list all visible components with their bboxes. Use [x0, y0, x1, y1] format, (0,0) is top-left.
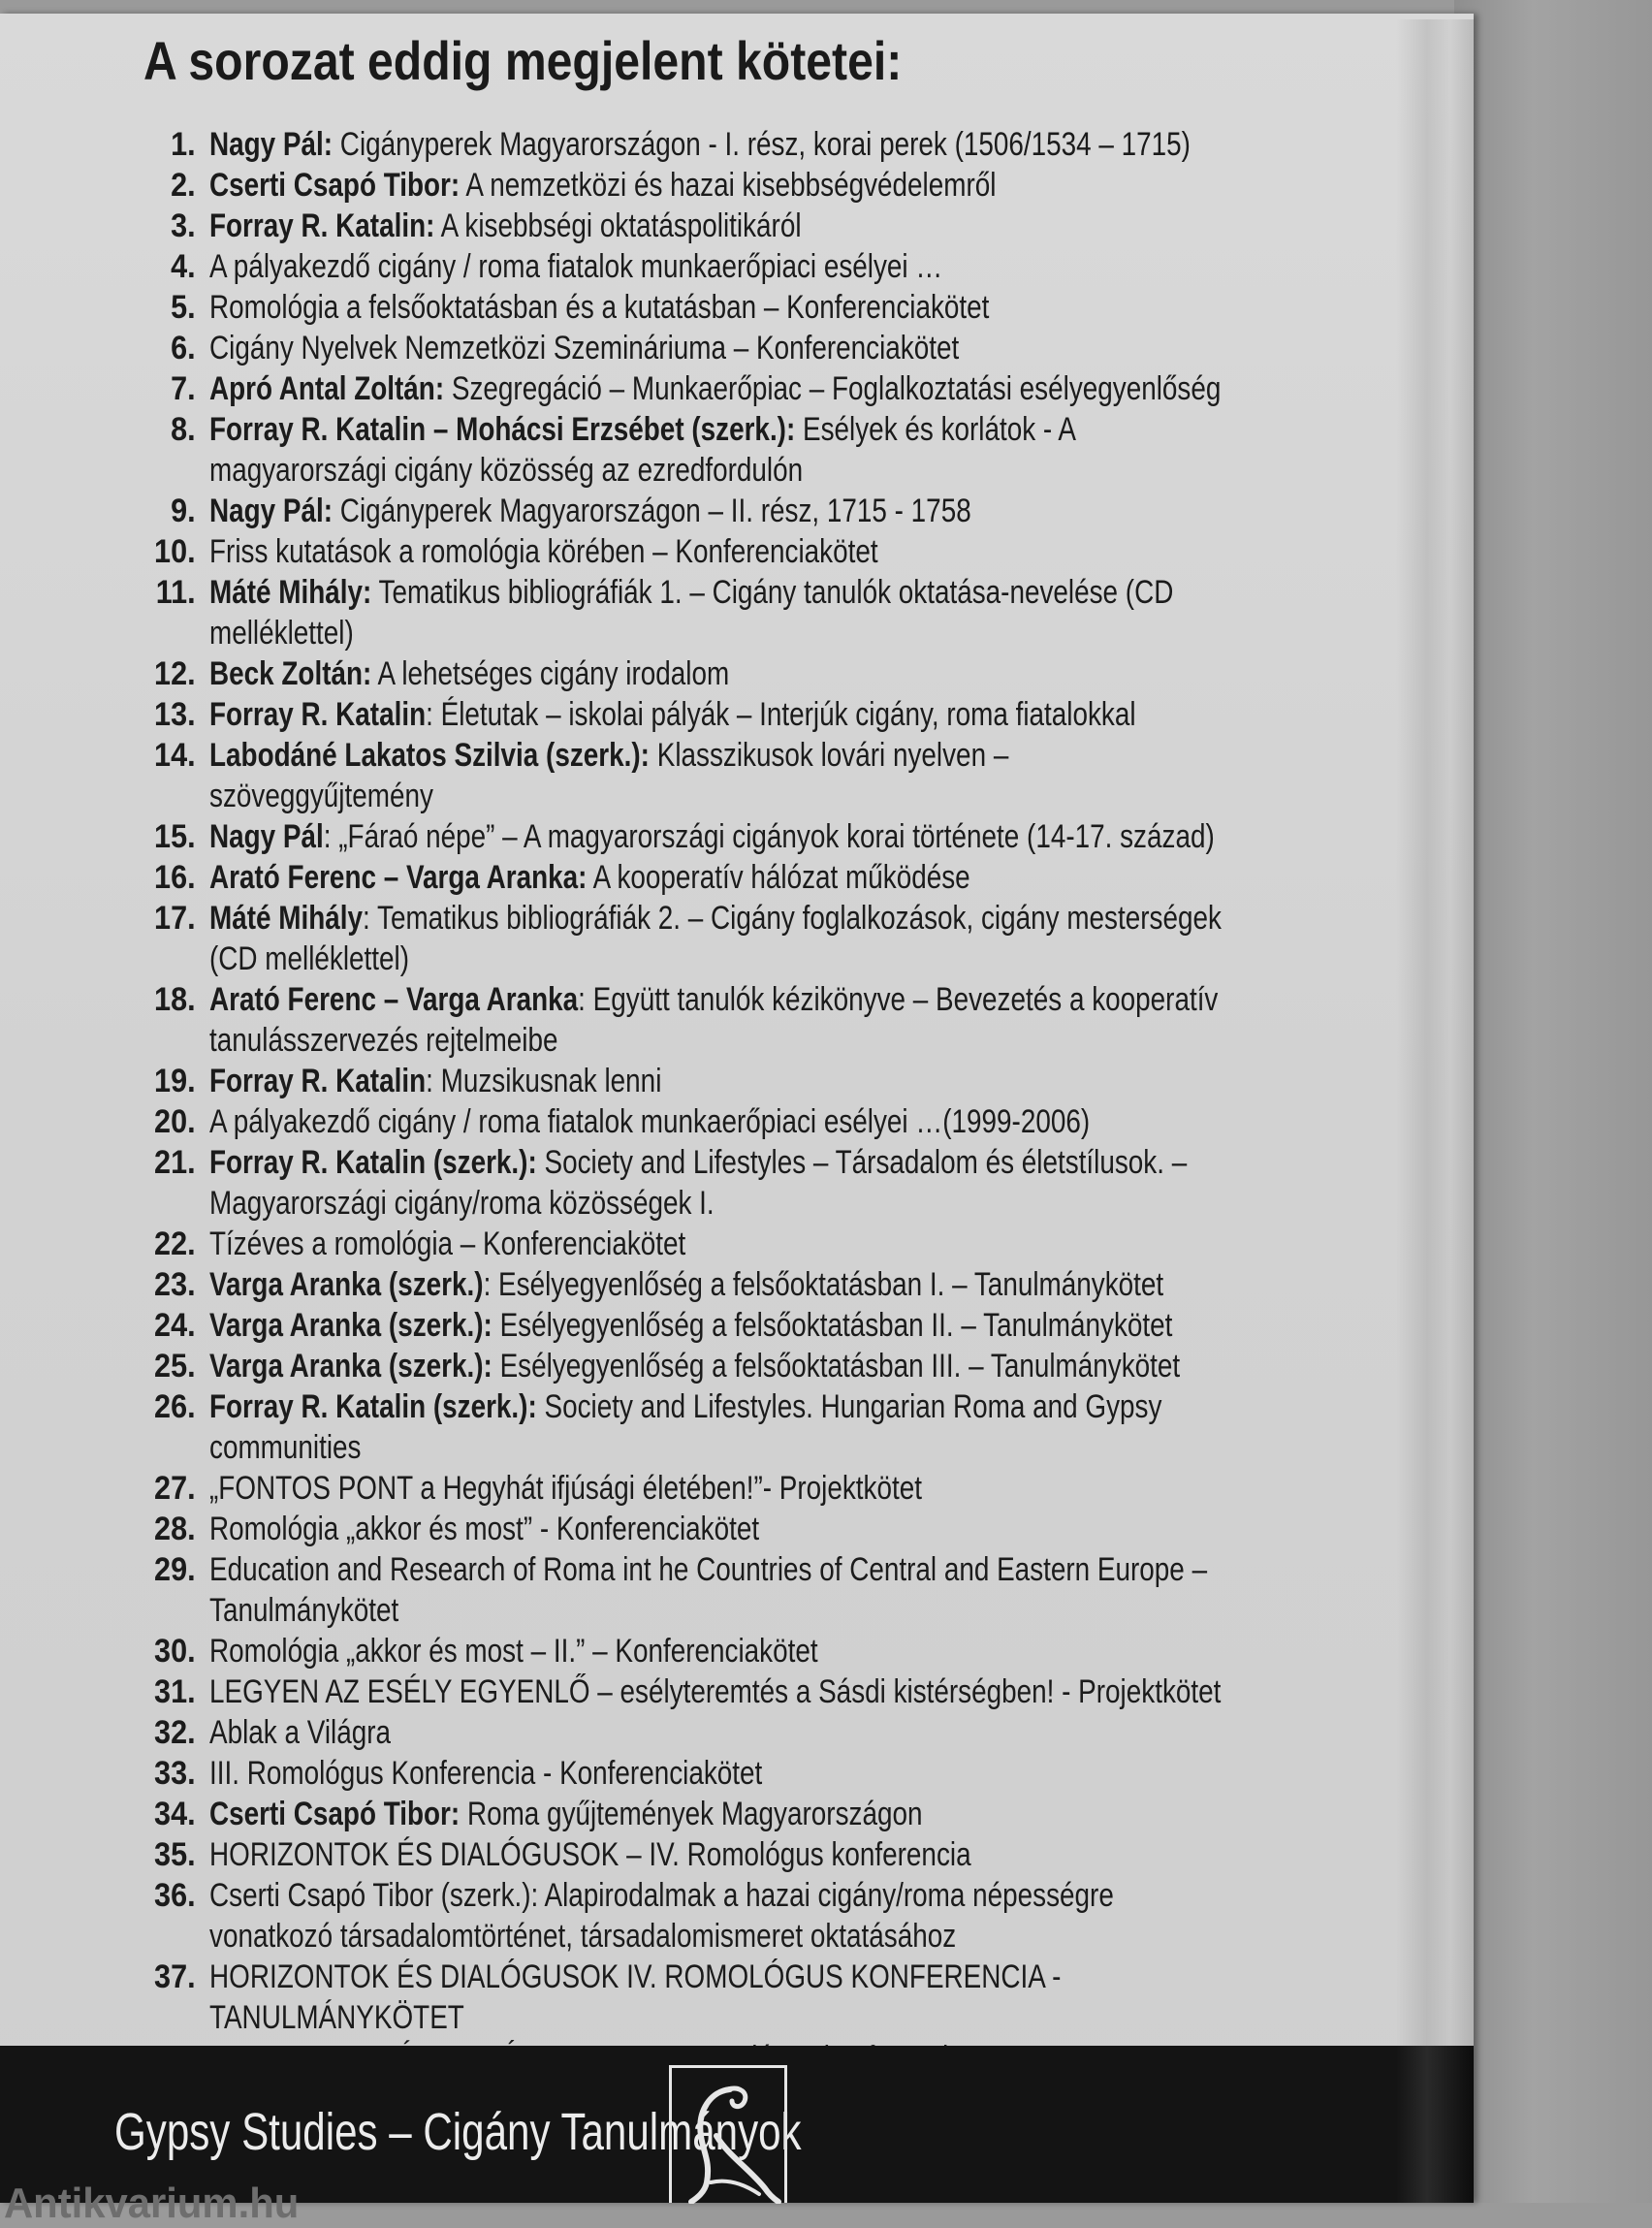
item-title: : Tematikus bibliográfiák 2. – Cigány foglalkozások, cigány mesterségek (CD melléklettel) [209, 900, 1222, 977]
item-number: 24. [154, 1307, 196, 1344]
item-text [209, 1834, 1236, 1875]
item-title: „FONTOS PONT a Hegyhát ifjúsági életében!”- Projektkötet [209, 1470, 923, 1507]
list-item [124, 491, 1462, 531]
item-author: Nagy Pál: [209, 126, 334, 163]
figure-logo-icon [669, 2065, 787, 2203]
list-item [124, 124, 1462, 165]
item-author: Forray R. Katalin [209, 1063, 427, 1099]
item-title: Friss kutatások a romológia körében – Konferenciakötet [209, 533, 878, 570]
list-item [124, 328, 1462, 368]
list-item [124, 1753, 1462, 1794]
item-author: Nagy Pál: [209, 493, 334, 529]
item-number: 13. [154, 696, 196, 733]
list-item [124, 246, 1462, 287]
item-text [209, 1712, 1236, 1753]
item-title: Romológia „akkor és most” - Konferenciakötet [209, 1511, 760, 1547]
item-author: Máté Mihály: [209, 574, 372, 611]
item-number: 12. [154, 655, 196, 692]
item-title: Esélyek és korlátok - A magyarországi cigány közösség az ezredfordulón [209, 411, 1075, 489]
item-author: Cserti Csapó Tibor: [209, 1796, 461, 1832]
item-number: 3. [171, 207, 196, 244]
item-number: 8. [171, 411, 196, 448]
item-text [209, 979, 1236, 1061]
item-text [209, 1509, 1236, 1549]
item-title: Klasszikusok lovári nyelven – szöveggyűjtemény [209, 737, 1009, 814]
item-title: Cigányperek Magyarországon – II. rész, 1715 - 1758 [333, 493, 971, 529]
item-title: Cigányperek Magyarországon - I. rész, korai perek (1506/1534 – 1715) [333, 126, 1191, 163]
list-item [124, 409, 1462, 491]
item-author: Apró Antal Zoltán: [209, 370, 445, 407]
item-title: A pályakezdő cigány / roma fiatalok munkaerőpiaci esélyei … [209, 248, 943, 285]
list-item [124, 1264, 1462, 1305]
list-item [124, 287, 1462, 328]
list-item [124, 1509, 1462, 1549]
list-item [124, 1957, 1462, 2038]
item-title: III. Romológus Konferencia - Konferenciakötet [209, 1755, 763, 1792]
item-title: : „Fáraó népe” – A magyarországi cigányok korai története (14-17. század) [323, 818, 1215, 855]
item-text [209, 1305, 1236, 1346]
item-number: 29. [154, 1551, 196, 1588]
list-item [124, 694, 1462, 735]
list-item [124, 1142, 1462, 1224]
list-item [124, 857, 1462, 898]
item-title: Tízéves a romológia – Konferenciakötet [209, 1225, 686, 1262]
item-text [209, 1549, 1236, 1631]
item-title: Ablak a Világra [209, 1714, 392, 1751]
item-text [209, 1631, 1236, 1671]
item-title: Society and Lifestyles. Hungarian Roma and Gypsy communities [209, 1388, 1162, 1466]
item-number: 25. [154, 1348, 196, 1385]
item-number: 27. [154, 1470, 196, 1507]
volume-list [124, 124, 1462, 2079]
list-item [124, 1631, 1462, 1671]
item-title: Esélyegyenlőség a felsőoktatásban II. – Tanulmánykötet [492, 1307, 1173, 1344]
item-title: Cserti Csapó Tibor (szerk.): Alapirodalmak a hazai cigány/roma népességre vonatkozó társadalomtörténet, társadalomismeret oktatásához [209, 1877, 1114, 1955]
list-item [124, 368, 1462, 409]
list-item [124, 898, 1462, 979]
list-item [124, 1101, 1462, 1142]
list-item [124, 735, 1462, 816]
item-number: 17. [154, 900, 196, 937]
item-title: : Esélyegyenlőség a felsőoktatásban I. – Tanulmánykötet [483, 1266, 1164, 1303]
item-text [209, 1671, 1236, 1712]
list-item [124, 1305, 1462, 1346]
footer-edge [1396, 2046, 1474, 2203]
item-author: Cserti Csapó Tibor: [209, 167, 461, 204]
item-text [209, 1794, 1236, 1834]
list-item [124, 572, 1462, 653]
item-number: 20. [154, 1103, 196, 1140]
item-text [209, 531, 1236, 572]
item-number: 11. [155, 574, 196, 611]
item-number: 28. [154, 1511, 196, 1547]
item-text [209, 898, 1236, 979]
item-number: 19. [154, 1063, 196, 1099]
item-title: Romológia „akkor és most – II.” – Konferenciakötet [209, 1633, 818, 1670]
item-text [209, 1957, 1236, 2038]
item-number: 35. [154, 1836, 196, 1873]
item-number: 23. [154, 1266, 196, 1303]
item-number: 15. [154, 818, 196, 855]
item-number: 34. [154, 1796, 196, 1832]
item-title: Szegregáció – Munkaerőpiac – Foglalkoztatási esélyegyenlőség [444, 370, 1222, 407]
list-item [124, 979, 1462, 1061]
item-author: Labodáné Lakatos Szilvia (szerk.): [209, 737, 650, 774]
item-author: Arató Ferenc – Varga Aranka: [209, 859, 588, 896]
item-title: A nemzetközi és hazai kisebbségvédelemről [460, 167, 997, 204]
item-author: Forray R. Katalin (szerk.): [209, 1144, 537, 1181]
item-author: Máté Mihály [209, 900, 364, 937]
list-item [124, 1834, 1462, 1875]
item-title: Society and Lifestyles – Társadalom és életstílusok. – Magyarországi cigány/roma közösségek I. [209, 1144, 1188, 1222]
list-item [124, 531, 1462, 572]
item-text [209, 1468, 1236, 1509]
item-number: 7. [171, 370, 196, 407]
item-number: 30. [154, 1633, 196, 1670]
item-text [209, 1753, 1236, 1794]
item-text [209, 1386, 1236, 1468]
item-title: Roma gyűjtemények Magyarországon [460, 1796, 923, 1832]
list-item [124, 1468, 1462, 1509]
item-text [209, 1224, 1236, 1264]
background-surface [1454, 0, 1652, 2203]
item-text [209, 124, 1236, 165]
list-item [124, 165, 1462, 206]
list-item [124, 1671, 1462, 1712]
item-title: LEGYEN AZ ESÉLY EGYENLŐ – esélyteremtés a Sásdi kistérségben! - Projektkötet [209, 1673, 1222, 1710]
item-author: Forray R. Katalin: [209, 207, 435, 244]
item-author: Arató Ferenc – Varga Aranka [209, 981, 579, 1018]
item-number: 16. [154, 859, 196, 896]
item-number: 18. [154, 981, 196, 1018]
item-number: 33. [154, 1755, 196, 1792]
item-author: Varga Aranka (szerk.) [209, 1266, 484, 1303]
item-number: 10. [154, 533, 196, 570]
item-text [209, 572, 1236, 653]
item-text [209, 1142, 1236, 1224]
list-item [124, 1224, 1462, 1264]
item-number: 14. [154, 737, 196, 774]
watermark-text: Antikvarium.hu [4, 2180, 300, 2227]
list-item [124, 1386, 1462, 1468]
item-number: 37. [154, 1958, 196, 1995]
item-number: 2. [171, 167, 196, 204]
item-number: 6. [171, 330, 196, 366]
item-number: 31. [154, 1673, 196, 1710]
item-text [209, 735, 1236, 816]
item-number: 32. [154, 1714, 196, 1751]
item-title: A lehetséges cigány irodalom [371, 655, 730, 692]
item-text [209, 1264, 1236, 1305]
item-title: Education and Research of Roma int he Countries of Central and Eastern Europe – Tanulmánykötet [209, 1551, 1208, 1629]
item-author: Beck Zoltán: [209, 655, 372, 692]
item-text [209, 409, 1236, 491]
item-author: Varga Aranka (szerk.): [209, 1348, 492, 1385]
item-text [209, 328, 1236, 368]
item-number: 5. [171, 289, 196, 326]
item-text [209, 246, 1236, 287]
item-title: HORIZONTOK ÉS DIALÓGUSOK IV. ROMOLÓGUS KONFERENCIA - TANULMÁNYKÖTET [209, 1958, 1062, 2036]
item-text [209, 491, 1236, 531]
item-number: 9. [171, 493, 196, 529]
list-item [124, 1346, 1462, 1386]
item-author: Forray R. Katalin – Mohácsi Erzsébet (szerk.): [209, 411, 796, 448]
item-text [209, 857, 1236, 898]
list-item [124, 1712, 1462, 1753]
item-text [209, 1101, 1236, 1142]
item-text [209, 165, 1236, 206]
item-text [209, 368, 1236, 409]
list-item [124, 1794, 1462, 1834]
item-title: A kisebbségi oktatáspolitikáról [434, 207, 802, 244]
item-text [209, 1346, 1236, 1386]
list-item [124, 206, 1462, 246]
item-text [209, 653, 1236, 694]
item-number: 4. [171, 248, 196, 285]
item-title: A kooperatív hálózat működése [587, 859, 970, 896]
page-heading: A sorozat eddig megjelent kötetei: [143, 30, 903, 91]
item-title: : Együtt tanulók kézikönyve – Bevezetés a kooperatív tanulásszervezés rejtelmeibe [209, 981, 1219, 1059]
list-item [124, 816, 1462, 857]
item-text [209, 1061, 1236, 1101]
series-title: Gypsy Studies – Cigány Tanulmányok [114, 2103, 802, 2161]
item-author: Forray R. Katalin [209, 696, 427, 733]
item-title: HORIZONTOK ÉS DIALÓGUSOK – IV. Romológus konferencia [209, 1836, 971, 1873]
item-number: 22. [154, 1225, 196, 1262]
item-text [209, 816, 1236, 857]
item-number: 26. [154, 1388, 196, 1425]
item-title: Cigány Nyelvek Nemzetközi Szemináriuma – Konferenciakötet [209, 330, 960, 366]
item-author: Nagy Pál [209, 818, 324, 855]
list-item [124, 1875, 1462, 1957]
item-author: Varga Aranka (szerk.): [209, 1307, 492, 1344]
list-item [124, 1061, 1462, 1101]
item-text [209, 694, 1236, 735]
item-title: Tematikus bibliográfiák 1. – Cigány tanulók oktatása-nevelése (CD melléklettel) [209, 574, 1174, 652]
item-number: 36. [154, 1877, 196, 1914]
item-text [209, 287, 1236, 328]
item-title: : Életutak – iskolai pályák – Interjúk cigány, roma fiatalokkal [426, 696, 1136, 733]
list-item [124, 653, 1462, 694]
item-title: Esélyegyenlőség a felsőoktatásban III. – Tanulmánykötet [492, 1348, 1181, 1385]
item-text [209, 206, 1236, 246]
item-title: : Muzsikusnak lenni [426, 1063, 662, 1099]
item-number: 1. [171, 126, 196, 163]
list-item [124, 1549, 1462, 1631]
item-title: A pályakezdő cigány / roma fiatalok munkaerőpiaci esélyei …(1999-2006) [209, 1103, 1091, 1140]
item-title: Romológia a felsőoktatásban és a kutatásban – Konferenciakötet [209, 289, 990, 326]
item-number: 21. [154, 1144, 196, 1181]
item-author: Forray R. Katalin (szerk.): [209, 1388, 537, 1425]
item-text [209, 1875, 1236, 1957]
